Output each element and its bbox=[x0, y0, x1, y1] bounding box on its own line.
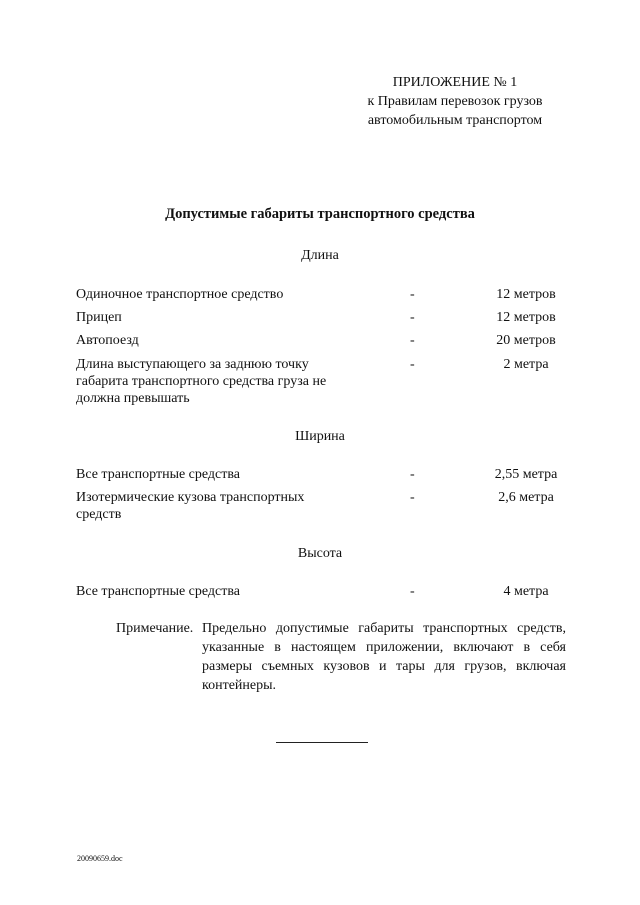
row-value: 2 метра bbox=[503, 357, 549, 372]
closing-rule bbox=[276, 742, 368, 743]
row-dash: - bbox=[410, 584, 415, 599]
appendix-subtitle-line1: к Правилам перевозок грузов bbox=[367, 94, 543, 109]
appendix-title: ПРИЛОЖЕНИЕ № 1 bbox=[392, 75, 518, 90]
row-value: 20 метров bbox=[496, 333, 556, 348]
row-label: Все транспортные средства bbox=[76, 584, 241, 599]
section-heading-length: Длина bbox=[301, 248, 339, 263]
row-dash: - bbox=[410, 287, 415, 302]
row-dash: - bbox=[410, 333, 415, 348]
row-dash: - bbox=[410, 467, 415, 482]
row-dash: - bbox=[410, 357, 415, 372]
row-dash: - bbox=[410, 310, 415, 325]
file-name-footer: 20090659.doc bbox=[77, 854, 123, 863]
document-title: Допустимые габариты транспортного средства bbox=[165, 206, 475, 222]
row-label: Изотермические кузова транспортных средств bbox=[76, 490, 305, 522]
row-label: Все транспортные средства bbox=[76, 467, 241, 482]
row-dash: - bbox=[410, 490, 415, 505]
row-label: Прицеп bbox=[76, 310, 122, 325]
row-value: 4 метра bbox=[503, 584, 549, 599]
note-label: Примечание. bbox=[116, 621, 194, 636]
row-label: Одиночное транспортное средство bbox=[76, 287, 284, 302]
row-value: 2,55 метра bbox=[494, 467, 558, 482]
row-value: 12 метров bbox=[496, 310, 556, 325]
row-value: 12 метров bbox=[496, 287, 556, 302]
appendix-subtitle-line2: автомобильным транспортом bbox=[367, 113, 543, 128]
section-heading-width: Ширина bbox=[295, 429, 345, 444]
row-value: 2,6 метра bbox=[498, 490, 554, 505]
section-heading-height: Высота bbox=[297, 546, 343, 561]
note-text: Предельно допустимые габариты транспортных средств, указанные в настоящем приложении, включают в себя размеры съемных кузовов и тары для грузов, включая контейнеры. bbox=[202, 621, 566, 693]
row-label: Длина выступающего за заднюю точку габарита транспортного средства груза не должна превышать bbox=[76, 357, 327, 406]
appendix-header bbox=[350, 73, 560, 130]
row-label: Автопоезд bbox=[76, 333, 139, 348]
